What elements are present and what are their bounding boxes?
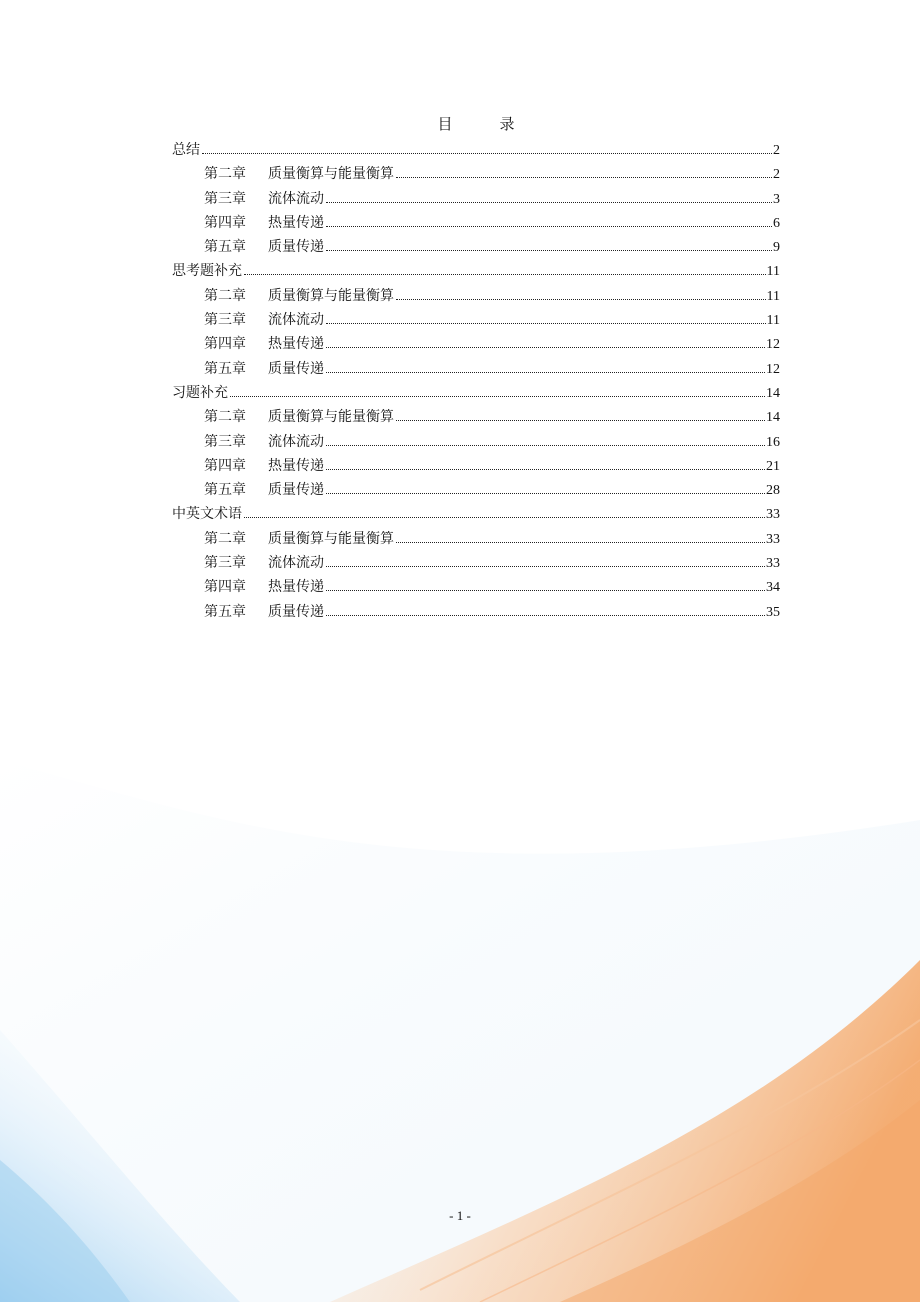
toc-chapter-number: 第二章 [204,166,246,183]
toc-chapter-number: 第五章 [204,603,246,620]
dot-leader [326,444,765,446]
toc-entry-page: 11 [766,264,780,280]
toc-entries [172,138,780,624]
toc-chapter-page: 11 [766,288,780,304]
dot-leader [326,225,772,227]
toc-entry-label: 思考题补充 [172,263,242,280]
toc-title: 目 录 [437,115,531,133]
toc-chapter-number: 第五章 [204,360,246,377]
toc-entry-chapter[interactable] [172,308,780,332]
toc-chapter-number: 第四章 [204,457,246,474]
toc-chapter-name: 热量传递 [268,579,324,596]
toc-chapter-name: 质量衡算与能量衡算 [268,530,394,547]
toc-entry-section[interactable] [172,502,780,526]
toc-chapter-label [204,211,324,235]
toc-chapter-label [204,454,324,478]
toc-chapter-page: 9 [773,240,780,256]
toc-chapter-number: 第四章 [204,336,246,353]
dot-leader [326,614,765,616]
toc-entry-chapter[interactable] [172,162,780,186]
toc-chapter-label [204,308,324,332]
toc-entry-chapter[interactable] [172,575,780,599]
toc-chapter-page: 14 [766,410,780,426]
toc-entry-label: 习题补充 [172,384,228,401]
toc-chapter-number: 第三章 [204,312,246,329]
toc-entry-chapter[interactable] [172,478,780,502]
toc-chapter-label [204,600,324,624]
toc-chapter-number: 第二章 [204,530,246,547]
toc-chapter-name: 质量传递 [268,603,324,620]
toc-entry-chapter[interactable] [172,454,780,478]
toc-chapter-label [204,332,324,356]
toc-chapter-label [204,478,324,502]
toc-chapter-name: 质量传递 [268,239,324,256]
toc-entry-chapter[interactable] [172,284,780,308]
dot-leader [230,395,765,397]
toc-chapter-label [204,162,394,186]
toc-entry-section[interactable] [172,259,780,283]
toc-chapter-label [204,357,324,381]
toc-chapter-page: 35 [766,604,780,620]
toc-entry-chapter[interactable] [172,187,780,211]
toc-chapter-name: 流体流动 [268,190,324,207]
toc-entry-label: 总结 [172,142,200,158]
toc-chapter-label [204,551,324,575]
dot-leader [326,371,765,373]
dot-leader [326,249,772,251]
dot-leader [326,492,765,494]
toc-chapter-name: 热量传递 [268,336,324,353]
toc-entry-page: 14 [766,385,780,401]
toc-chapter-page: 33 [766,531,780,547]
toc-chapter-page: 12 [766,337,780,353]
toc-chapter-name: 质量衡算与能量衡算 [268,409,394,426]
toc-chapter-label [204,405,394,429]
toc-entry-chapter[interactable] [172,211,780,235]
toc-chapter-name: 热量传递 [268,457,324,474]
dot-leader [326,589,765,591]
toc-chapter-label [204,187,324,211]
dot-leader [396,419,765,421]
toc-chapter-label [204,430,324,454]
toc-chapter-number: 第四章 [204,214,246,231]
toc-chapter-number: 第二章 [204,409,246,426]
toc-entry-chapter[interactable] [172,430,780,454]
toc-chapter-number: 第三章 [204,555,246,572]
toc-chapter-label [204,235,324,259]
toc-chapter-page: 21 [766,458,780,474]
toc-entry-section[interactable] [172,138,780,162]
dot-leader [326,346,765,348]
toc-chapter-number: 第二章 [204,287,246,304]
dot-leader [202,152,772,154]
dot-leader [244,516,765,518]
toc-chapter-page: 2 [773,167,780,183]
toc-entry-chapter[interactable] [172,357,780,381]
toc-chapter-page: 33 [766,556,780,572]
toc-entry-label: 中英文术语 [172,506,242,523]
toc-entry-chapter[interactable] [172,527,780,551]
toc-chapter-name: 流体流动 [268,312,324,329]
dot-leader [396,541,765,543]
dot-leader [326,322,766,324]
toc-chapter-name: 热量传递 [268,214,324,231]
toc-chapter-page: 34 [766,580,780,596]
dot-leader [326,468,765,470]
toc-chapter-name: 质量衡算与能量衡算 [268,287,394,304]
toc-chapter-name: 质量衡算与能量衡算 [268,166,394,183]
dot-leader [326,201,772,203]
toc-entry-section[interactable] [172,381,780,405]
page-number: - 1 - [449,1208,471,1223]
toc-entry-chapter[interactable] [172,332,780,356]
dot-leader [326,565,765,567]
dot-leader [396,176,772,178]
toc-chapter-number: 第五章 [204,482,246,499]
toc-chapter-page: 3 [773,191,780,207]
toc-chapter-label [204,527,394,551]
toc-chapter-page: 28 [766,483,780,499]
dot-leader [396,298,766,300]
toc-entry-chapter[interactable] [172,600,780,624]
toc-chapter-label [204,575,324,599]
table-of-contents [172,112,780,624]
toc-chapter-label [204,284,394,308]
toc-entry-chapter[interactable] [172,235,780,259]
dot-leader [244,273,766,275]
toc-chapter-page: 16 [766,434,780,450]
toc-chapter-number: 第三章 [204,190,246,207]
toc-chapter-name: 流体流动 [268,433,324,450]
toc-chapter-number: 第四章 [204,579,246,596]
toc-chapter-name: 质量传递 [268,482,324,499]
toc-chapter-page: 6 [773,215,780,231]
toc-entry-chapter[interactable] [172,551,780,575]
toc-chapter-name: 质量传递 [268,360,324,377]
toc-entry-page: 2 [773,143,780,158]
toc-entry-page: 33 [766,507,780,523]
toc-chapter-number: 第五章 [204,239,246,256]
toc-chapter-number: 第三章 [204,433,246,450]
toc-entry-chapter[interactable] [172,405,780,429]
toc-chapter-page: 12 [766,361,780,377]
toc-chapter-name: 流体流动 [268,555,324,572]
toc-chapter-page: 11 [766,313,780,329]
